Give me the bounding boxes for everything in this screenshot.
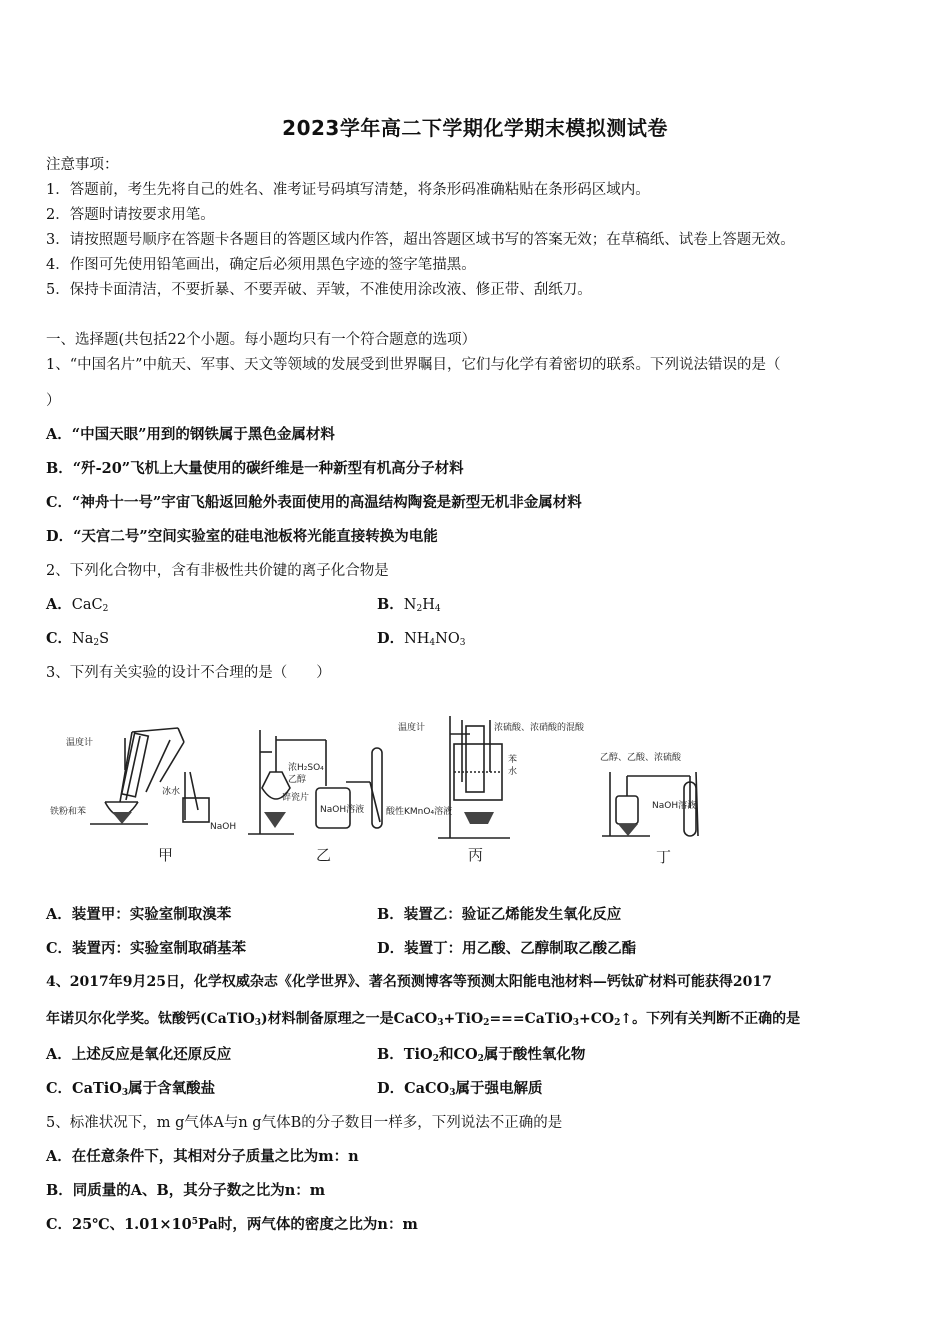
q3-option-c: C．装置丙：实验室制取硝基苯: [46, 940, 247, 957]
apparatus-bing: [438, 716, 510, 838]
question-1-stem: 1、“中国名片”中航天、军事、天文等领域的发展受到世界瞩目，它们与化学有着密切的联系。下列说法错误的是（: [46, 357, 781, 373]
question-4-stem-line2: 年诺贝尔化学奖。钛酸钙(CaTiO$_3$)材料制备原理之一是$CaCO_3+TiO_2===CaTiO_3+CO_2↑$。下列有关判断不正确的是: [46, 1011, 801, 1028]
notice-item: 2．答题时请按要求用笔。: [46, 207, 215, 223]
q4-option-a: A．上述反应是氧化还原反应: [46, 1046, 232, 1063]
apparatus-figure: [50, 712, 750, 872]
page-title: 2023学年高二下学期化学期末模拟测试卷: [282, 116, 668, 140]
question-1-stem-end: ）: [46, 393, 61, 409]
section-heading: 一、选择题(共包括22个小题。每小题均只有一个符合题意的选项）: [46, 332, 477, 348]
q3-option-d: D．装置丁：用乙酸、乙醇制取乙酸乙酯: [377, 940, 637, 957]
q1-option-b: B．“歼-20”飞机上大量使用的碳纤维是一种新型有机高分子材料: [46, 460, 464, 477]
label-yi-ethanol: 乙醇: [288, 775, 307, 785]
q2-option-a: A．CaC$_2$: [46, 596, 109, 614]
caption-jia: 甲: [158, 846, 174, 864]
label-bing-thermometer: 温度计: [398, 723, 426, 733]
caption-ding: 丁: [656, 848, 672, 866]
caption-yi: 乙: [316, 846, 332, 864]
label-bing-water: 水: [508, 767, 518, 777]
label-ding-naoh: NaOH溶液: [652, 801, 697, 811]
label-jia-naoh: NaOH: [210, 822, 237, 832]
label-bing-acid: 浓硫酸、浓硝酸的混酸: [494, 723, 585, 733]
notice-heading: 注意事项：: [46, 157, 119, 173]
label-bing-benzene: 苯: [508, 755, 518, 765]
q4-option-b: B．TiO$_2$和$CO_2$属于酸性氧化物: [377, 1046, 586, 1064]
q5-option-a: A．在任意条件下，其相对分子质量之比为m：n: [46, 1148, 359, 1165]
question-5-stem: 5、标准状况下，m g气体A与n g气体B的分子数目一样多，下列说法不正确的是: [46, 1115, 563, 1131]
notice-item: 3．请按照题号顺序在答题卡各题目的答题区域内作答，超出答题区域书写的答案无效；在草稿纸、试卷上答题无效。: [46, 232, 795, 248]
q2-option-b: B．$N_2H_4$: [377, 596, 441, 614]
q1-option-a: A．“中国天眼”用到的钢铁属于黑色金属材料: [46, 426, 335, 443]
q1-option-c: C．“神舟十一号”宇宙飞船返回舱外表面使用的高温结构陶瓷是新型无机非金属材料: [46, 494, 582, 511]
q2-option-c: C．$Na_2S$: [46, 630, 110, 648]
q4-option-c: C．CaTiO$_3$属于含氧酸盐: [46, 1080, 216, 1098]
question-3-stem: 3、下列有关实验的设计不合理的是（ ）: [46, 665, 331, 681]
q5-option-b: B．同质量的A、B，其分子数之比为n：m: [46, 1182, 326, 1199]
question-4-stem-line1: 4、2017年9月25日，化学权威杂志《化学世界》、著名预测博客等预测太阳能电池材料—钙钛矿材料可能获得2017: [46, 974, 772, 990]
q5-option-c: C．25℃、$1.01\times 10^5Pa$时，两气体的密度之比为n：m: [46, 1216, 418, 1233]
notice-item: 1．答题前，考生先将自己的姓名、准考证号码填写清楚，将条形码准确粘贴在条形码区域内。: [46, 182, 650, 198]
apparatus-jia: [90, 728, 209, 824]
question-2-stem: 2、下列化合物中，含有非极性共价键的离子化合物是: [46, 563, 389, 579]
label-jia-water: 冰水: [162, 787, 181, 797]
q4-option-d: D．CaCO$_3$属于强电解质: [377, 1080, 543, 1098]
q1-option-d: D．“天宫二号”空间实验室的硅电池板将光能直接转换为电能: [46, 528, 438, 545]
label-yi-naoh: NaOH溶液: [320, 805, 365, 815]
q2-option-d: D．$NH_4NO_3$: [377, 630, 466, 648]
label-jia-fe: 铁粉和苯: [50, 807, 87, 817]
notice-item: 4．作图可先使用铅笔画出，确定后必须用黑色字迹的签字笔描黑。: [46, 257, 476, 273]
label-yi-chip: 碎瓷片: [282, 793, 310, 803]
q3-option-a: A．装置甲：实验室制取溴苯: [46, 906, 232, 923]
label-jia-thermometer: 温度计: [66, 738, 94, 748]
label-yi-kmno4: 酸性KMnO₄溶液: [386, 807, 453, 817]
label-yi-h2so4: 浓H₂SO₄: [288, 763, 324, 773]
q3-option-b: B．装置乙：验证乙烯能发生氧化反应: [377, 906, 622, 923]
notice-item: 5．保持卡面清洁，不要折暴、不要弄破、弄皱，不准使用涂改液、修正带、刮纸刀。: [46, 282, 592, 298]
apparatus-yi: [248, 730, 382, 834]
label-ding-reagents: 乙醇、乙酸、浓硫酸: [600, 753, 682, 763]
caption-bing: 丙: [468, 846, 484, 864]
